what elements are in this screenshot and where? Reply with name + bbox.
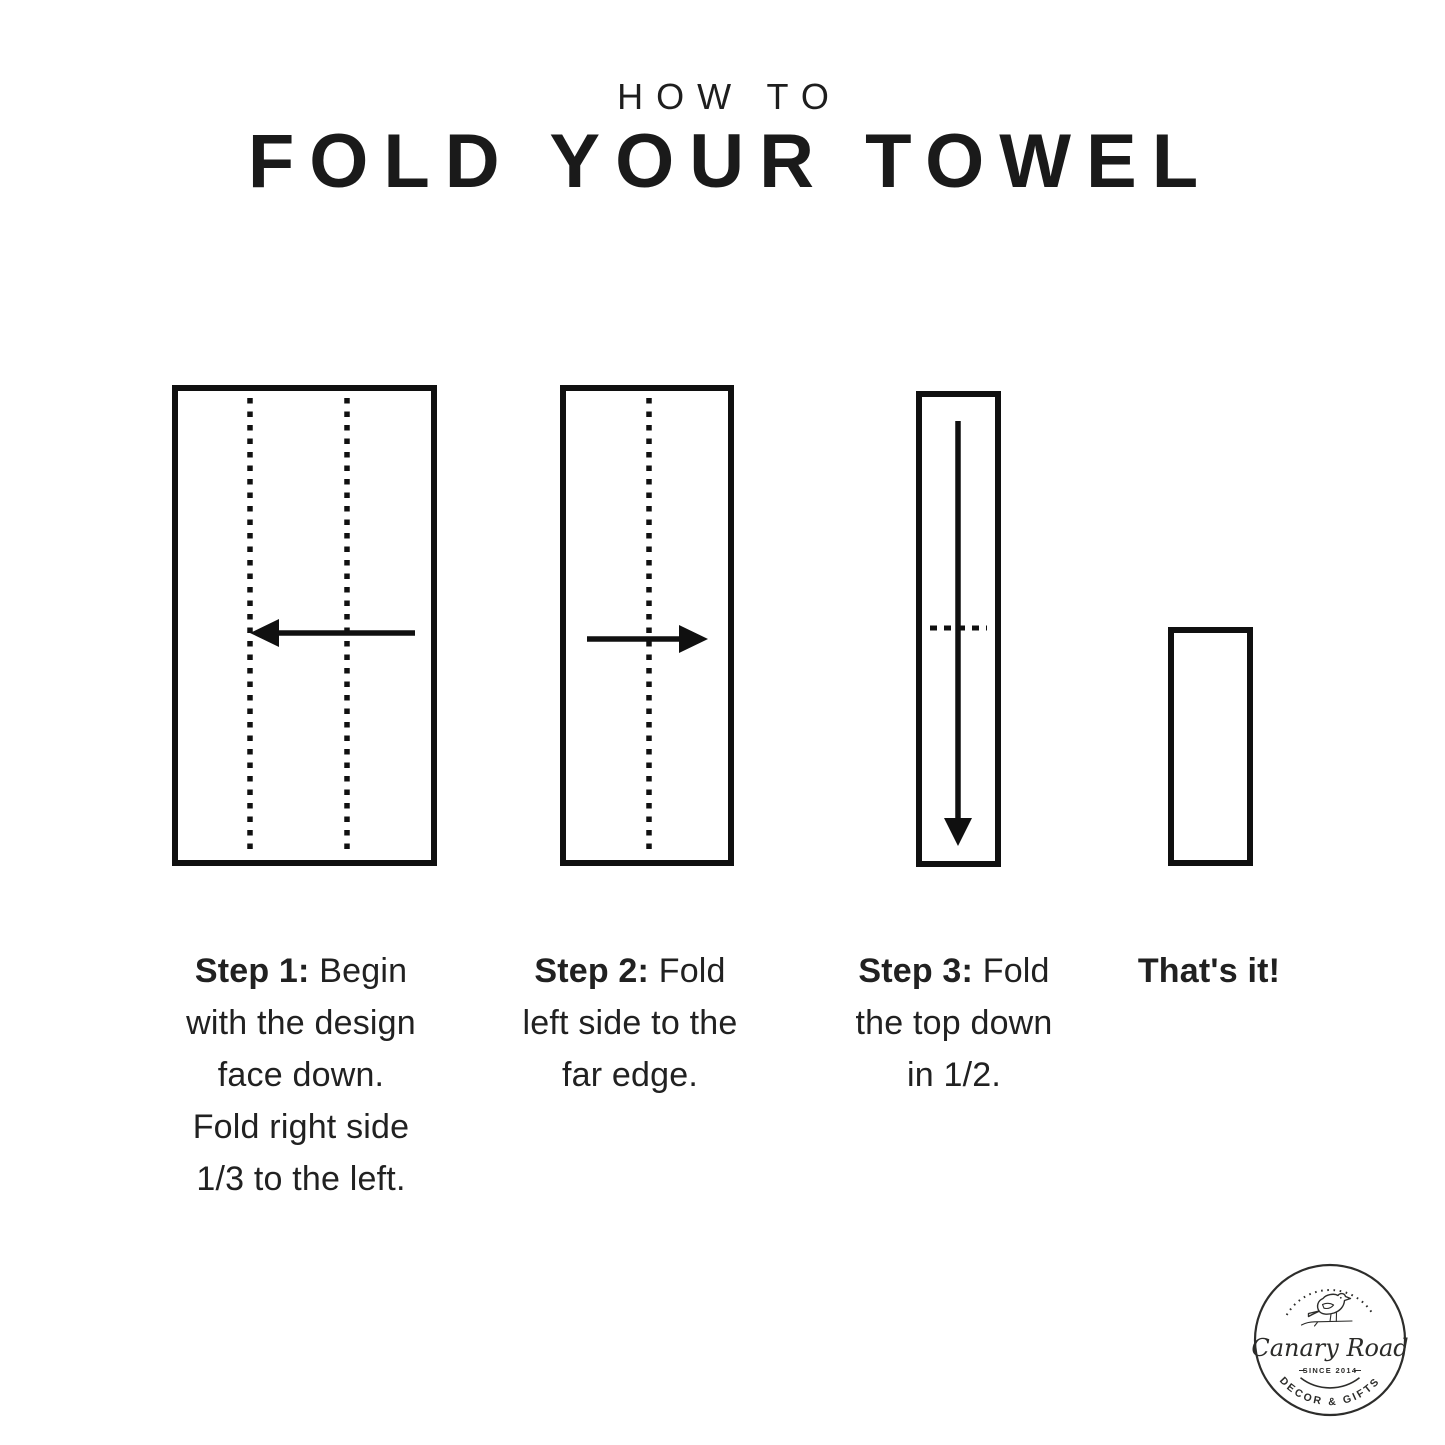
caption-line: far edge. xyxy=(561,1056,698,1094)
step-label: Step 3: xyxy=(858,952,974,990)
caption-line: Fold right side xyxy=(192,1108,410,1146)
logo-since-text: SINCE 2014 xyxy=(1302,1366,1358,1375)
caption-line: That's it! xyxy=(1137,952,1281,990)
step-label: Step 1: xyxy=(194,952,310,990)
step-3-diagram xyxy=(916,391,1001,867)
logo-dotted-arc xyxy=(1287,1290,1374,1315)
caption-line: Step 3: Fold xyxy=(858,952,1050,990)
caption-line: face down. xyxy=(217,1056,385,1094)
step-1-diagram xyxy=(172,385,437,866)
step-2-caption xyxy=(450,945,810,1101)
towel-outline xyxy=(1171,630,1250,863)
logo-inner-bottom-arc xyxy=(1301,1378,1360,1388)
final-caption xyxy=(1029,945,1389,997)
caption-line: Step 2: Fold xyxy=(534,952,726,990)
logo-tagline-text: DECOR & GIFTS xyxy=(1276,1374,1384,1409)
logo-brand-text: Canary Road xyxy=(1251,1334,1409,1362)
caption-line: with the design xyxy=(186,1004,416,1042)
step-2-diagram xyxy=(560,385,734,866)
caption-line: the top down xyxy=(855,1004,1053,1042)
caption-line: Step 1: Begin xyxy=(194,952,408,990)
step-1-caption xyxy=(121,945,481,1205)
caption-line: in 1/2. xyxy=(906,1056,1002,1094)
caption-line: 1/3 to the left. xyxy=(196,1160,406,1198)
caption-line: left side to the xyxy=(522,1004,738,1042)
title-eyebrow: HOW TO xyxy=(617,76,842,117)
bird-icon xyxy=(1302,1294,1353,1326)
branch-line xyxy=(1302,1321,1353,1326)
towel-outline xyxy=(175,388,434,863)
folded-towel-diagram xyxy=(1168,627,1253,866)
step-label: Step 2: xyxy=(534,952,650,990)
page-title: FOLD YOUR TOWEL xyxy=(247,119,1214,204)
canary-road-logo-badge xyxy=(1230,1240,1430,1440)
